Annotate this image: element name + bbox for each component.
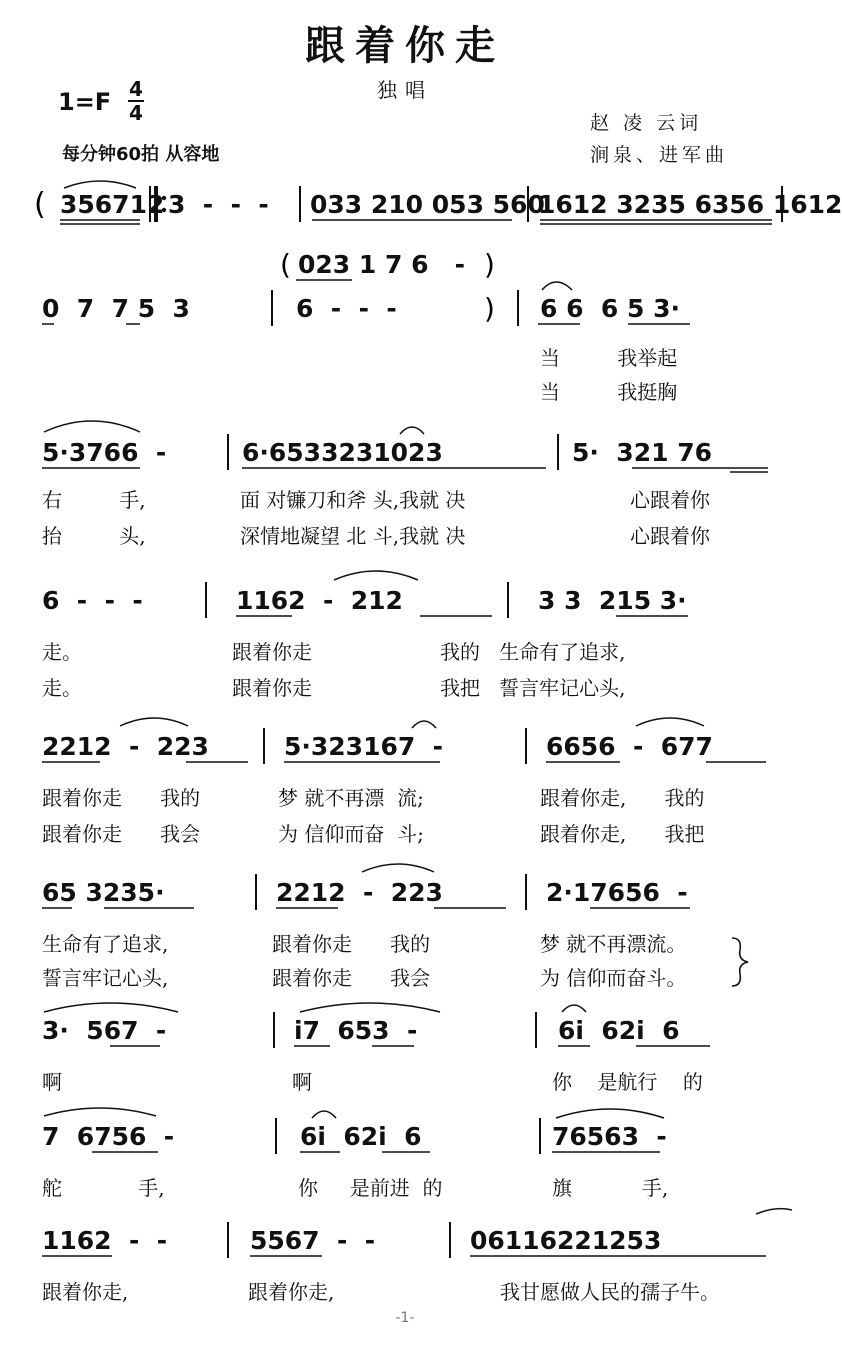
measure <box>538 184 842 224</box>
lyric: 誓言牢记心头, <box>42 966 169 990</box>
slur <box>636 718 704 726</box>
slur <box>44 421 140 432</box>
measure <box>42 1116 238 1156</box>
measure <box>60 184 165 224</box>
measure <box>284 726 496 766</box>
notes: 5· 321 76 <box>572 437 712 467</box>
measure <box>250 1220 430 1260</box>
notes: 6 - - - <box>296 293 397 323</box>
score-line-2 <box>0 288 810 328</box>
notes: 5·3766 - <box>42 437 167 467</box>
notes: 1162 - - <box>42 1225 168 1255</box>
lyric: 旗 手, <box>552 1176 669 1200</box>
lyric-line <box>0 1172 810 1202</box>
lyric: 啊 <box>42 1070 62 1094</box>
measure <box>540 288 724 328</box>
notes: 0 7 7 5 3 <box>42 293 190 323</box>
notes: 2·17656 - <box>546 877 688 907</box>
notes: 033 210 053 560 <box>310 189 545 219</box>
lyric: 跟着你走, <box>42 1280 129 1304</box>
lyric: 跟着你走 我的 <box>42 786 201 810</box>
close-paren: ) <box>484 248 495 281</box>
notes: 2212 - 223 <box>276 877 443 907</box>
notes: 06116221253 <box>470 1225 662 1255</box>
measure <box>242 432 546 472</box>
lyric: 梦 就不再漂 流; <box>278 786 424 810</box>
lyric: 当 我挺胸 <box>540 380 678 404</box>
measure <box>294 1010 490 1050</box>
lyricist-credit: 赵 凌 云词 <box>590 112 703 134</box>
brace-path <box>732 938 748 986</box>
measure <box>546 872 766 912</box>
slur <box>334 571 418 580</box>
measure <box>42 1010 232 1050</box>
score-line-7 <box>0 1010 810 1050</box>
lyric-line <box>0 782 810 812</box>
lyric: 走。 <box>42 676 82 700</box>
score-line-8 <box>0 1116 810 1156</box>
measure <box>42 1220 208 1260</box>
lyric: 跟着你走 我会 <box>272 966 431 990</box>
verse-brace <box>728 936 752 988</box>
score-line-3 <box>0 432 810 472</box>
composer-credit: 涧泉、进军曲 <box>590 144 729 166</box>
measure <box>558 1010 766 1050</box>
notes: 1612 3235 6356 1612 <box>538 189 842 219</box>
score-line-6 <box>0 872 810 912</box>
measure <box>42 580 182 620</box>
lyric: 生命有了追求, <box>42 932 169 956</box>
lyric: 你 是前进 的 <box>298 1176 443 1200</box>
lyric: 当 我举起 <box>540 346 678 370</box>
score-line-4 <box>0 580 810 620</box>
time-signature-bottom: 4 <box>129 101 143 125</box>
lyric-line <box>0 962 810 992</box>
measure <box>42 288 232 328</box>
slur <box>44 1108 156 1116</box>
lyric: 跟着你走, <box>248 1280 335 1304</box>
notes: 1162 - 212 <box>236 585 403 615</box>
slur <box>362 864 434 872</box>
lyric: 我甘愿做人民的孺子牛。 <box>500 1280 720 1304</box>
song-title: 跟着你走 <box>305 22 505 69</box>
lyric-line <box>0 520 810 550</box>
notes: 023 1 7 6 - <box>298 249 465 279</box>
lyric: 梦 就不再漂流。 <box>540 932 687 956</box>
notes: 6656 - 677 <box>546 731 713 761</box>
lyric: 我的 生命有了追求, <box>440 640 626 664</box>
open-paren: ( <box>280 248 291 281</box>
measure <box>300 1116 514 1156</box>
measure <box>296 288 476 328</box>
measure <box>276 872 506 912</box>
score-line-9 <box>0 1220 810 1260</box>
slur <box>120 718 188 726</box>
notes: 3 - - - <box>168 189 269 219</box>
slur <box>756 1209 792 1214</box>
close-paren: ) <box>484 292 495 325</box>
lyric: 跟着你走 <box>232 676 312 700</box>
lyric: 右 手, <box>42 488 146 512</box>
notes: 6 6 6 5 3· <box>540 293 680 323</box>
lyric: 面 对镰刀和斧 头,我就 决 <box>240 488 466 512</box>
measure <box>546 726 766 766</box>
lyric-line <box>0 1276 810 1306</box>
notes: 6 - - - <box>42 585 143 615</box>
notes: 7 6756 - <box>42 1121 175 1151</box>
lyric: 抬 头, <box>42 524 146 548</box>
lyric-line <box>0 1066 810 1096</box>
lyric: 跟着你走, 我把 <box>540 822 705 846</box>
notes: 2212 - 223 <box>42 731 209 761</box>
open-paren: ( <box>34 187 46 222</box>
lyric-line <box>0 484 810 514</box>
lyric-line <box>0 672 810 702</box>
measure <box>42 432 212 472</box>
lyric: 舵 手, <box>42 1176 165 1200</box>
lyric-line <box>0 818 810 848</box>
tempo-marking: 每分钟60拍 从容地 <box>62 144 220 165</box>
notes: 6·6533231023 <box>242 437 443 467</box>
score-line-2-alt <box>0 244 810 284</box>
measure <box>168 184 288 224</box>
lyric: 你 是航行 的 <box>552 1070 703 1094</box>
notes: i7 653 - <box>294 1015 418 1045</box>
lyric: 我把 誓言牢记心头, <box>440 676 626 700</box>
score-line-5 <box>0 726 810 766</box>
measure <box>470 1220 766 1260</box>
lyric-line <box>0 376 810 406</box>
key-signature: 1=F <box>58 88 112 116</box>
time-signature-top: 4 <box>129 77 143 101</box>
lyric: 跟着你走 <box>232 640 312 664</box>
lyric: 跟着你走 我的 <box>272 932 431 956</box>
measure <box>236 580 492 620</box>
lyric-line <box>0 342 810 372</box>
notes: 6i 62i 6 <box>300 1121 422 1151</box>
page-number: -1- <box>395 1310 415 1326</box>
lyric: 心跟着你 <box>630 488 710 512</box>
measure <box>310 184 545 224</box>
measure <box>298 244 478 284</box>
lyric: 深情地凝望 北 斗,我就 决 <box>240 524 466 548</box>
lyric: 心跟着你 <box>630 524 710 548</box>
notes: 6i 62i 6 <box>558 1015 680 1045</box>
notes: 3· 567 - <box>42 1015 167 1045</box>
measure <box>552 1116 738 1156</box>
performance-type: 独唱 <box>377 78 433 102</box>
lyric: 为 信仰而奋斗。 <box>540 966 687 990</box>
measure <box>538 580 732 620</box>
notes: 3 3 215 3· <box>538 585 687 615</box>
time-signature <box>126 78 146 124</box>
score-line-1 <box>0 184 842 224</box>
notes: 5·323167 - <box>284 731 444 761</box>
lyric: 跟着你走, 我的 <box>540 786 705 810</box>
measure <box>42 726 248 766</box>
notes: 76563 - <box>552 1121 667 1151</box>
lyric-line <box>0 928 810 958</box>
lyric: 跟着你走 我会 <box>42 822 201 846</box>
measure <box>572 432 768 472</box>
lyric-line <box>0 636 810 666</box>
lyric: 啊 <box>292 1070 312 1094</box>
measure <box>42 872 212 912</box>
notes: 5567 - - <box>250 1225 376 1255</box>
lyric: 走。 <box>42 640 82 664</box>
lyric: 为 信仰而奋 斗; <box>278 822 424 846</box>
notes: 356712 <box>60 189 165 219</box>
notes: 65 3235· <box>42 877 165 907</box>
